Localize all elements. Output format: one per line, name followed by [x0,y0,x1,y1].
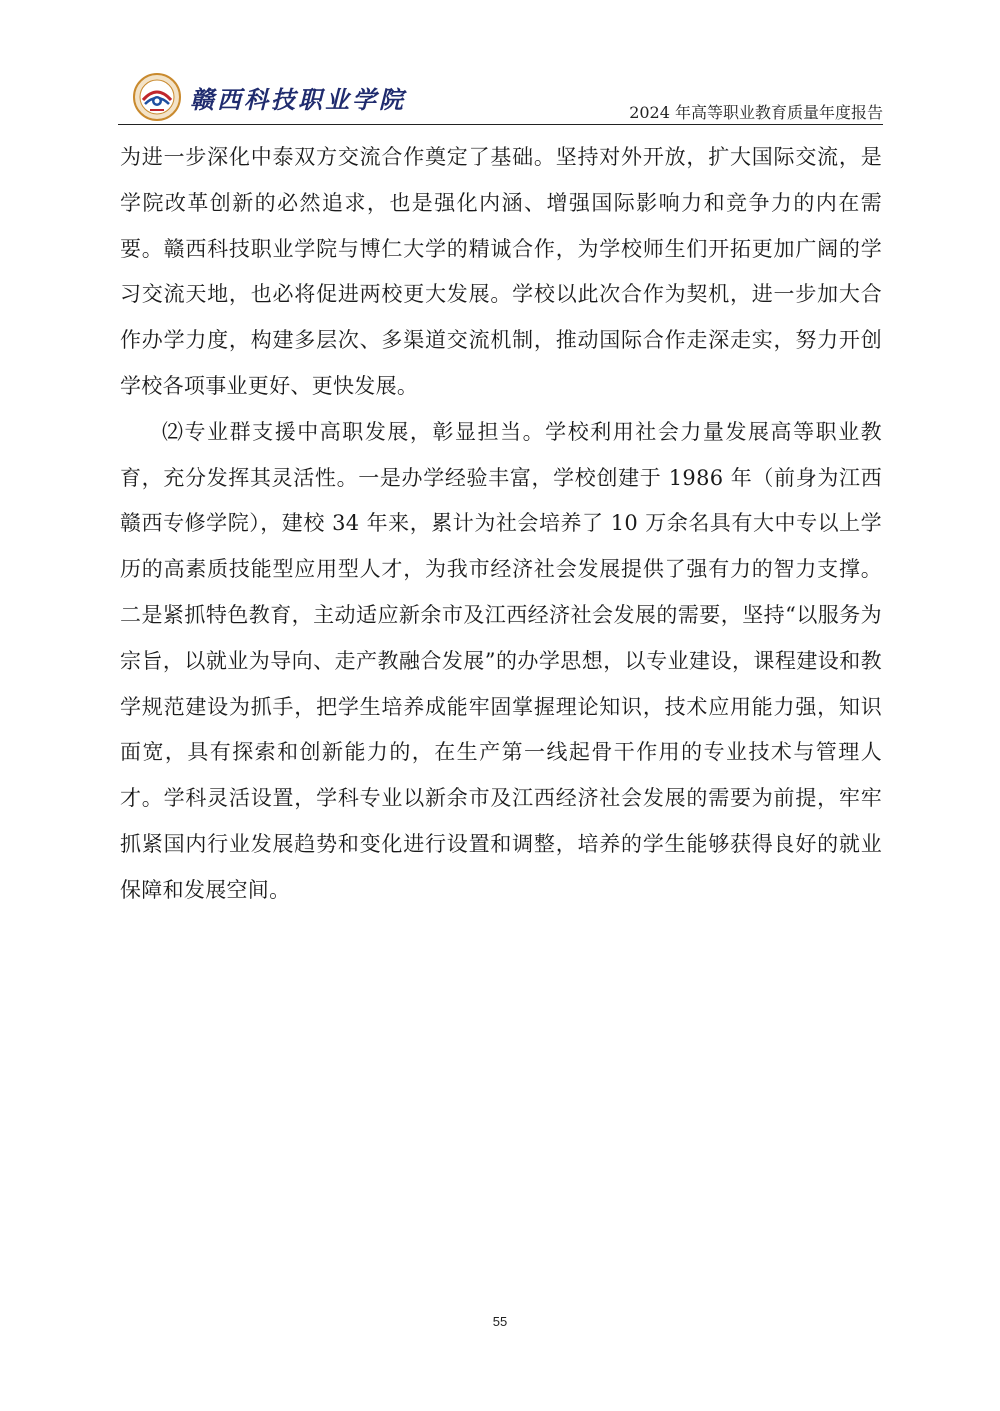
paragraph: ⑵专业群支援中高职发展，彰显担当。学校利用社会力量发展高等职业教育，充分发挥其灵活性。一是办学经验丰富，学校创建于 1986 年（前身为江西赣西专修学院），建校 34 年来，累计为社会培养了 10 万余名具有大中专以上学历的高素质技能型应用型人才，为我市经济社会发展提供了强有力的智力支撑。二是紧抓特色教育，主动适应新余市及江西经济社会发展的需要，坚持“以服务为宗旨，以就业为导向、走产教融合发展”的办学思想，以专业建设，课程建设和教学规范建设为抓手，把学生培养成能牢固掌握理论知识，技术应用能力强，知识面宽，具有探索和创新能力的，在生产第一线起骨干作用的专业技术与管理人才。学科灵活设置，学科专业以新余市及江西经济社会发展的需要为前提，牢牢抓紧国内行业发展趋势和变化进行设置和调整，培养的学生能够获得良好的就业保障和发展空间。 [120,419,882,902]
school-name: 赣西科技职业学院 [190,85,406,114]
page-number: 55 [492,1314,508,1329]
header-divider [118,124,883,125]
report-title: 2024 年高等职业教育质量年度报告 [629,103,883,122]
page-header [118,72,883,126]
school-logo-icon [132,72,182,122]
body-text [120,135,882,914]
paragraph: 为进一步深化中泰双方交流合作奠定了基础。坚持对外开放，扩大国际交流，是学院改革创新的必然追求，也是强化内涵、增强国际影响力和竞争力的内在需要。赣西科技职业学院与博仁大学的精诚合作，为学校师生们开拓更加广阔的学习交流天地，也必将促进两校更大发展。学校以此次合作为契机，进一步加大合作办学力度，构建多层次、多渠道交流机制，推动国际合作走深走实，努力开创学校各项事业更好、更快发展。 [120,145,882,398]
